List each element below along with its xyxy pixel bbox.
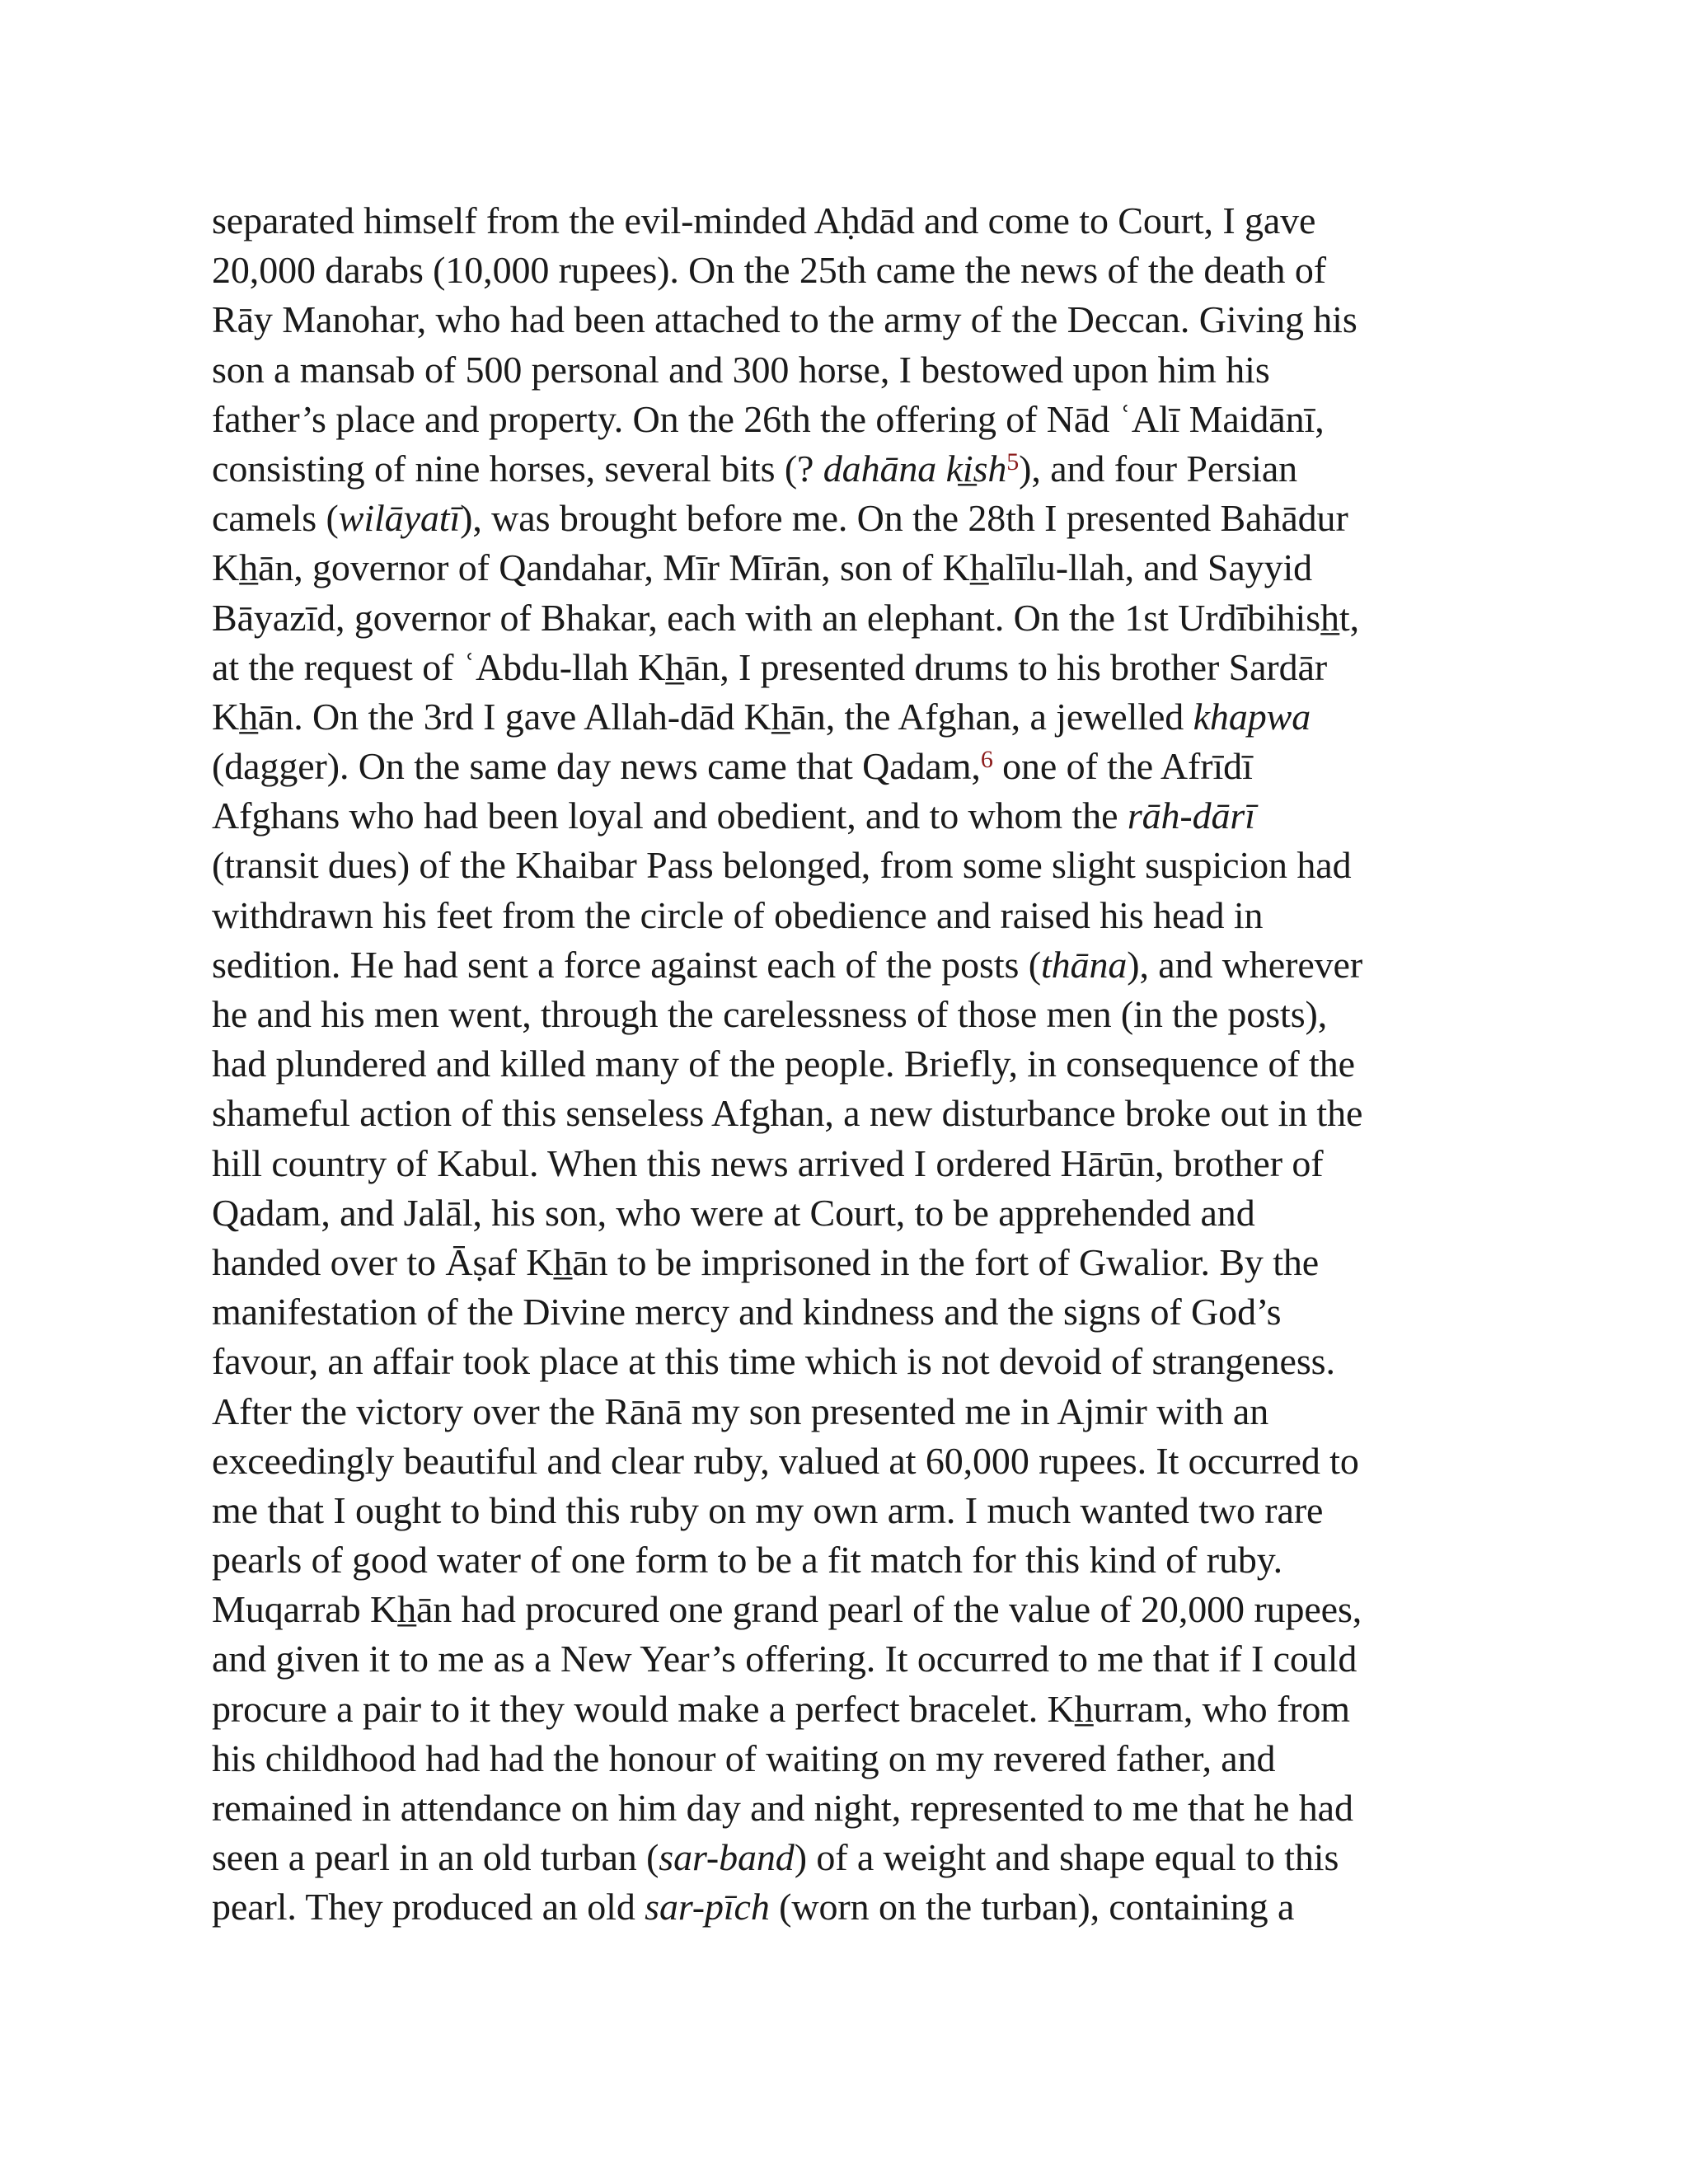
text-line [212,395,1498,444]
text-line [212,1685,1498,1734]
text-line [212,444,1498,494]
italic-term: khapwa [1193,695,1311,738]
text-run: ), and wherever [1127,943,1363,986]
text-line [212,643,1498,692]
text-run: hill country of Kabul. When this news arrived I ordered Hārūn, brother of [212,1141,1324,1184]
text-line [212,246,1498,295]
text-run: ) of a weight and shape equal to this [794,1836,1339,1879]
text-run: (dagger). On the same day news came that Qadam, [212,745,981,788]
text-line [212,742,1498,791]
text-run: pearl. They produced an old [212,1886,645,1929]
text-run: Rāy Manohar, who had been attached to the army of the Deccan. Giving his [212,298,1357,341]
text-run: (worn on the turban), containing a [769,1886,1295,1929]
text-line [212,1833,1498,1882]
italic-term: thāna [1040,943,1128,986]
text-line [212,1039,1498,1089]
text-run: separated himself from the evil-minded Aḥdād and come to Court, I gave [212,199,1316,241]
text-line [212,1585,1498,1634]
text-run: Kh̲ān. On the 3rd I gave Allah-dād Kh̲ān, the Afghan, a jewelled [212,695,1193,738]
footnote-reference[interactable]: 6 [980,746,993,774]
text-line [212,1783,1498,1833]
italic-term: rāh-dārī [1127,794,1255,837]
text-run: 20,000 darabs (10,000 rupees). On the 25th came the news of the death of [212,249,1326,292]
text-run: remained in attendance on him day and night, represented to me that he had [212,1787,1353,1829]
text-line [212,791,1498,841]
footnote-reference[interactable]: 5 [1006,448,1020,476]
text-line [212,295,1498,344]
text-line [212,1089,1498,1138]
text-run: After the victory over the Rānā my son presented me in Ajmir with an [212,1390,1269,1432]
text-line [212,990,1498,1039]
text-run: at the request of ʿAbdu-llah Kh̲ān, I presented drums to his brother Sardār [212,645,1328,688]
text-line [212,543,1498,593]
text-line [212,1337,1498,1386]
text-run: son a mansab of 500 personal and 300 horse, I bestowed upon him his [212,348,1270,391]
text-run: Bāyazīd, governor of Bhakar, each with an elephant. On the 1st Urdībihish̲t, [212,596,1359,639]
text-line [212,1238,1498,1287]
italic-term: dahāna ki̲sh [823,447,1007,490]
body-text [212,196,1498,1933]
text-line [212,196,1498,246]
text-line [212,1287,1498,1337]
text-line [212,692,1498,742]
text-run: (transit dues) of the Khaibar Pass belonged, from some slight suspicion had [212,844,1352,887]
text-line [212,1139,1498,1188]
text-run: Muqarrab Kh̲ān had procured one grand pearl of the value of 20,000 rupees, [212,1588,1362,1631]
text-line [212,593,1498,643]
text-run: consisting of nine horses, several bits (? [212,447,823,490]
text-line [212,1634,1498,1684]
text-run: seen a pearl in an old turban ( [212,1836,659,1879]
text-run: Afghans who had been loyal and obedient, and to whom the [212,794,1128,837]
text-line [212,891,1498,940]
text-line [212,841,1498,890]
text-run: ), was brought before me. On the 28th I presented Bahādur [460,497,1348,540]
text-run: and given it to me as a New Year’s offering. It occurred to me that if I could [212,1638,1357,1680]
text-run: me that I ought to bind this ruby on my own arm. I much wanted two rare [212,1488,1324,1531]
text-run: handed over to Āṣaf Kh̲ān to be imprisoned in the fort of Gwalior. By the [212,1240,1320,1283]
text-line [212,1535,1498,1585]
text-run: manifestation of the Divine mercy and kindness and the signs of God’s [212,1291,1282,1333]
text-run: favour, an affair took place at this time which is not devoid of strangeness. [212,1340,1335,1383]
text-run: procure a pair to it they would make a perfect bracelet. Kh̲urram, who from [212,1687,1350,1730]
text-line [212,1486,1498,1535]
text-run: exceedingly beautiful and clear ruby, valued at 60,000 rupees. It occurred to [212,1439,1359,1482]
text-run: Qadam, and Jalāl, his son, who were at Court, to be apprehended and [212,1191,1255,1234]
text-run: withdrawn his feet from the circle of obedience and raised his head in [212,893,1264,936]
text-run: shameful action of this senseless Afghan, a new disturbance broke out in the [212,1092,1363,1135]
text-line [212,940,1498,990]
text-line [212,345,1498,395]
text-run: one of the Afrīdī [992,745,1253,788]
text-line [212,1436,1498,1486]
text-line [212,1734,1498,1783]
text-run: he and his men went, through the carelessness of those men (in the posts), [212,993,1328,1035]
italic-term: wilāyatī [338,497,461,540]
text-run: father’s place and property. On the 26th the offering of Nād ʿAlī Maidānī, [212,397,1325,440]
text-run: camels ( [212,497,339,540]
text-line [212,494,1498,543]
text-line [212,1387,1498,1436]
italic-term: sar-pīch [645,1886,770,1929]
text-run: ), and four Persian [1019,447,1298,490]
text-line [212,1882,1498,1932]
text-line [212,1188,1498,1238]
italic-term: sar-band [659,1836,795,1879]
text-run: pearls of good water of one form to be a fit match for this kind of ruby. [212,1539,1283,1582]
text-run: his childhood had had the honour of waiting on my revered father, and [212,1736,1276,1779]
text-run: Kh̲ān, governor of Qandahar, Mīr Mīrān, son of Kh̲alīlu-llah, and Sayyid [212,546,1313,589]
text-run: sedition. He had sent a force against each of the posts ( [212,943,1041,986]
text-run: had plundered and killed many of the people. Briefly, in consequence of the [212,1043,1355,1085]
